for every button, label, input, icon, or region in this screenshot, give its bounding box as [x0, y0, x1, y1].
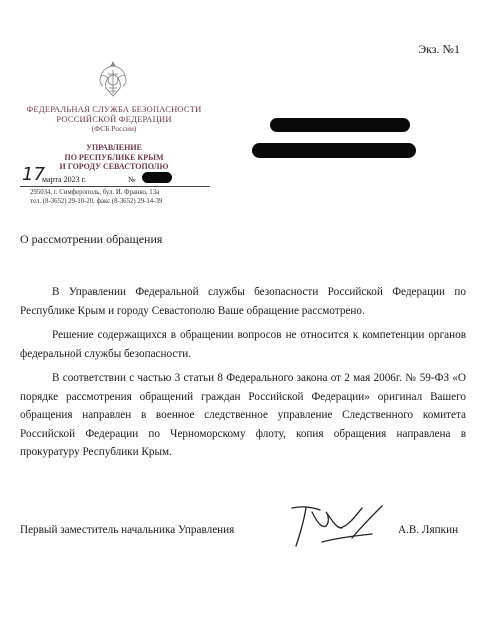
redacted-number — [142, 172, 172, 183]
handwritten-day: 17 — [22, 164, 45, 185]
agency-line: ФЕДЕРАЛЬНАЯ СЛУЖБА БЕЗОПАСНОСТИ — [26, 104, 202, 114]
agency-line: РОССИЙСКОЙ ФЕДЕРАЦИИ — [56, 114, 172, 124]
department-line: И ГОРОДУ СЕВАСТОПОЛЮ — [59, 162, 169, 171]
letter-subject: О рассмотрении обращения — [20, 232, 163, 246]
signer-name: А.В. Ляпкин — [398, 524, 459, 536]
address-block — [30, 188, 220, 206]
redaction-bar — [252, 143, 416, 158]
phone-line: тел. (8-3652) 29-10-20, факс (8-3652) 29-14-39 — [30, 198, 163, 205]
redaction-bar — [270, 118, 410, 132]
body-paragraph: В Управлении Федеральной службы безопасности Российской Федерации по Республике Крым и городу Севастополю Ваше обращение рассмотрено. — [20, 286, 466, 317]
number-sign: № — [128, 175, 136, 184]
date-month-year: марта 2023 г. — [42, 175, 86, 184]
address-line: 295034, г. Симферополь, бул. И. Франко, 13а — [30, 189, 160, 196]
body-paragraph: Решение содержащихся в обращении вопросов не относится к компетенции органов федеральной службы безопасности. — [20, 329, 466, 360]
letter-body — [20, 283, 466, 468]
department-line: ПО РЕСПУБЛИКЕ КРЫМ — [64, 152, 164, 162]
fsb-emblem-icon — [96, 58, 130, 102]
department-line: УПРАВЛЕНИЕ — [86, 143, 142, 152]
copy-number: Экз. №1 — [418, 42, 460, 56]
handwritten-signature-icon — [282, 498, 392, 554]
agency-abbr: (ФСБ России) — [91, 124, 137, 133]
body-paragraph: В соответствии с частью 3 статьи 8 Федерального закона от 2 мая 2006г. № 59-ФЗ «О порядке рассмотрения обращений граждан Российской Федерации» оригинал Вашего обращения направлен в военное следственное управление Следственного комитета Российской Федерации по Черноморскому флоту, копия обращения направлена в прокуратуру Республики Крым. — [20, 372, 466, 458]
agency-header — [20, 104, 208, 134]
department-header — [38, 143, 190, 172]
signer-role: Первый заместитель начальника Управления — [20, 524, 235, 536]
